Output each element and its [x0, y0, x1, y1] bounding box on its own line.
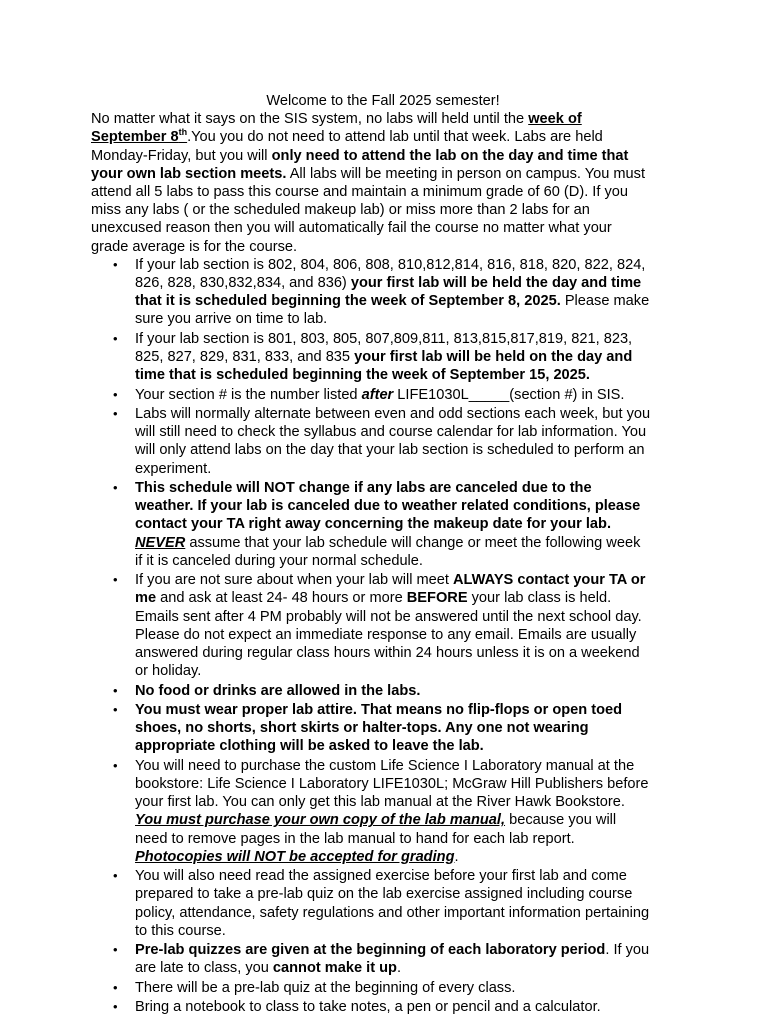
list-item-bring-supplies: • Bring a notebook to class to take notes, a pen or pencil and a calculator. [113, 999, 601, 1016]
bullet-icon: • [113, 979, 118, 995]
list-item-even-sections: • If your lab section is 802, 804, 806, 808, 810,812,814, 816, 818, 820, 822, 824, 826, 828, 830,832,834, and 836) your first lab will be held the day and time that it is scheduled beginning the week of September 8, 2025. Please make sure you arrive on time to lab. [113, 256, 650, 328]
bullet-icon: • [113, 256, 118, 272]
ordinal-suffix: th [178, 127, 188, 138]
bullet-icon: • [113, 999, 118, 1015]
bullet-icon: • [113, 386, 118, 402]
bullet-icon: • [113, 682, 118, 698]
list-item-lab-manual: • You will need to purchase the custom Life Science I Laboratory manual at the bookstore: Life Science I Laboratory LIFE1030L; McGraw Hill Publishers before your first lab. You can only get this lab manual at the River Hawk Bookstore. You must purchase your own copy of the lab manual, because you will need to remove pages in the lab manual to hand for each lab report. Photocopies will NOT be accepted for grading. [113, 757, 649, 865]
intro-week-emphasis: week of September 8th [91, 111, 582, 146]
intro-text: No matter what it says on the SIS system, no labs will held until the [91, 111, 529, 128]
intro-text: .You you do not need to attend lab until that week. Labs are held Monday-Friday, but you will [91, 129, 603, 164]
list-item-odd-sections: • If your lab section is 801, 803, 805, 807,809,811, 813,815,817,819, 821, 823, 825, 827, 829, 831, 833, and 835 your first lab will be held on the day and time that is scheduled beginning the week of September 15, 2025. [113, 330, 633, 384]
list-item-no-food: • No food or drinks are allowed in the labs. [113, 682, 421, 699]
bullet-icon: • [113, 702, 118, 718]
document-page [91, 92, 651, 1018]
bullet-icon: • [113, 480, 118, 496]
list-item-contact-ta: • If you are not sure about when your lab will meet ALWAYS contact your TA or me and ask at least 24- 48 hours or more BEFORE your lab class is held. Emails sent after 4 PM probably will not be answered until the next school day. Please do not expect an immediate response to any email. Emails are usually answered during regular class hours within 24 hours unless it is on a weekend or holiday. [113, 572, 646, 680]
list-item-read-exercise: • You will also need read the assigned exercise before your first lab and come prepared to take a pre-lab quiz on the lab exercise assigned including course policy, attendance, safety regulations and other important information pertaining to this course. [113, 868, 650, 939]
bullet-icon: • [113, 330, 118, 346]
bullet-icon: • [113, 572, 118, 588]
bullet-icon: • [113, 942, 118, 958]
intro-text: All labs will be meeting in person on campus. You must attend all 5 labs to pass this course and maintain a minimum grade of 60 (D). If you miss any labs ( or the scheduled makeup lab) or miss more than 2 labs for an unexcused reason then you will automatically fail the course no matter what your grade average is for the course. [91, 165, 646, 255]
list-item-weather-policy: • This schedule will NOT change if any labs are canceled due to the weather. If your lab is canceled due to weather related conditions, please contact your TA right away concerning the makeup date for your lab. NEVER assume that your lab schedule will change or meet the following week if it is canceled during your normal schedule. [113, 480, 641, 569]
list-item-prelab-quizzes: • Pre-lab quizzes are given at the beginning of each laboratory period. If you are late to class, you cannot make it up. [113, 942, 650, 977]
bullet-icon: • [113, 757, 118, 773]
rules-list [91, 256, 651, 1017]
list-item-lab-attire: • You must wear proper lab attire. That means no flip-flops or open toed shoes, no shorts, short skirts or halter-tops. Any one not wearing appropriate clothing will be asked to leave the lab. [113, 702, 623, 755]
bullet-icon: • [113, 868, 118, 884]
intro-paragraph [91, 110, 651, 256]
list-item-section-number: • Your section # is the number listed after LIFE1030L_____(section #) in SIS. [113, 386, 625, 403]
list-item-quiz-every-class: • There will be a pre-lab quiz at the beginning of every class. [113, 979, 516, 996]
list-item-alternate-sections: • Labs will normally alternate between even and odd sections each week, but you will still need to check the syllabus and course calendar for lab information. You will only attend labs on the day that your lab section is scheduled to perform an experiment. [113, 406, 651, 477]
page-title: Welcome to the Fall 2025 semester! [266, 93, 500, 109]
intro-emphasis: only need to attend the lab on the day and time that your own lab section meets. [91, 147, 629, 182]
bullet-icon: • [113, 406, 118, 422]
